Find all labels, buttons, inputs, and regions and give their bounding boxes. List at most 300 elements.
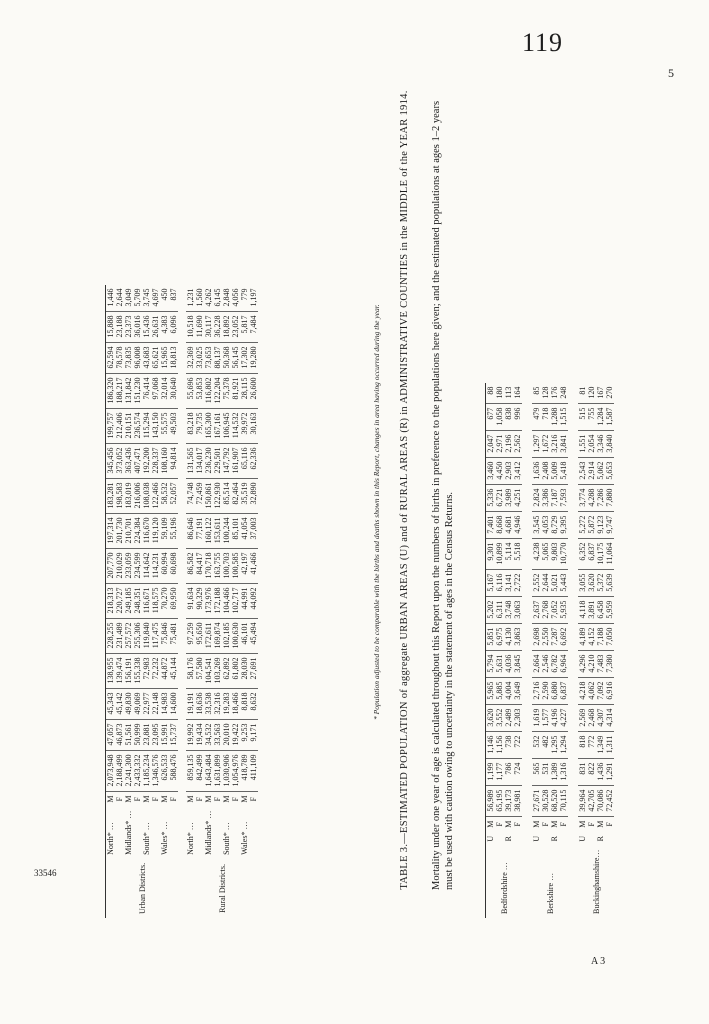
- table-cell: 5,872: [587, 511, 596, 538]
- table-cell: 14,600: [169, 688, 178, 719]
- table-cell: 2,303: [513, 704, 522, 731]
- table-cell: 85: [532, 383, 541, 404]
- table-cell: 165,300: [204, 408, 213, 443]
- table-cell: 2,768: [541, 596, 550, 623]
- area-type: [495, 832, 504, 846]
- sex-label: F: [495, 822, 504, 827]
- table-cell: 5,336: [486, 484, 496, 511]
- table-cell: 2,664: [532, 650, 541, 677]
- table-cell: 6,782: [550, 650, 559, 677]
- table-cell: 120: [587, 383, 596, 404]
- table-row: [169, 285, 178, 918]
- table-cell: 2,569: [578, 704, 587, 731]
- sex-label: F: [169, 796, 178, 802]
- table-cell: 7,187: [550, 484, 559, 511]
- table-cell: 176: [550, 383, 559, 404]
- table-cell: 5,631: [495, 650, 504, 677]
- area-type: [587, 832, 596, 846]
- table-cell: 58,176: [186, 653, 195, 688]
- table-cell: 147,792: [222, 443, 231, 478]
- area-name: Midlands* …: [124, 810, 133, 855]
- table-cell: 38,981: [513, 785, 522, 816]
- table-cell: 55,196: [169, 513, 178, 548]
- table-cell: 30,640: [169, 373, 178, 408]
- table-cell: 114,532: [231, 408, 240, 443]
- table-cell: 4,307: [596, 704, 605, 731]
- table-cell: 3,745: [142, 285, 151, 312]
- table-cell: 49,069: [133, 688, 142, 719]
- table-cell: 2,824: [532, 484, 541, 511]
- table-cell: 122,930: [213, 478, 222, 513]
- table-cell: 14,983: [160, 688, 169, 719]
- table-cell: 3,748: [504, 596, 513, 623]
- table-cell: 169,874: [213, 618, 222, 653]
- table-cell: 837: [169, 285, 178, 312]
- table-row: [142, 285, 151, 918]
- table-cell: 4,251: [513, 484, 522, 511]
- sex-label: M: [186, 795, 195, 803]
- sex-label: F: [513, 822, 522, 827]
- table-cell: 515: [578, 403, 587, 430]
- table-cell: 32,890: [249, 478, 258, 513]
- table-cell: 11,064: [605, 538, 614, 569]
- table-cell: 1,311: [605, 731, 614, 758]
- table-cell: 4,189: [578, 623, 587, 650]
- area-name: [231, 807, 240, 859]
- table-cell: 33,538: [204, 688, 213, 719]
- table-cell: 39,964: [578, 785, 587, 816]
- table-cell: 3,841: [559, 430, 568, 457]
- table-cell: 6,145: [213, 285, 222, 312]
- table-cell: 19,191: [186, 688, 195, 719]
- table-cell: 86,646: [186, 513, 195, 548]
- area-type: U: [486, 832, 496, 846]
- table-cell: 70,086: [596, 785, 605, 816]
- table-cell: 407,471: [133, 443, 142, 478]
- table-cell: 116,802: [204, 373, 213, 408]
- table-cell: 3,055: [578, 569, 587, 596]
- table-cell: 102,185: [222, 618, 231, 653]
- area-name: South* …: [142, 822, 151, 855]
- area-name: [151, 807, 160, 859]
- table-cell: 15,436: [142, 311, 151, 342]
- table-cell: 33,025: [195, 342, 204, 373]
- table-cell: 3,840: [605, 430, 614, 457]
- table-cell: 78,578: [115, 342, 124, 373]
- table-row: [532, 383, 541, 918]
- table-cell: 7,050: [605, 623, 614, 650]
- table-cell: 22,977: [142, 688, 151, 719]
- area-type: R: [504, 836, 513, 842]
- table-cell: 163,755: [213, 548, 222, 583]
- table-cell: 1,156: [495, 731, 504, 758]
- table-cell: 41,466: [249, 548, 258, 583]
- sex-label: M: [550, 820, 559, 828]
- table-row: [133, 285, 142, 918]
- table-cell: 5,065: [541, 538, 550, 569]
- county-name: Bedfordshire …: [486, 846, 523, 918]
- area-type: [541, 832, 550, 846]
- table-cell: 68,520: [550, 785, 559, 816]
- area-name: [195, 807, 204, 859]
- table-cell: 9,747: [605, 511, 614, 538]
- table-cell: 167: [596, 383, 605, 404]
- table-cell: 1,054,976: [231, 750, 240, 791]
- table-cell: 724: [513, 758, 522, 785]
- table-cell: 96,008: [133, 342, 142, 373]
- table-cell: 95,650: [195, 618, 204, 653]
- table-cell: 18,466: [231, 688, 240, 719]
- table-cell: 1,446: [106, 285, 116, 312]
- table-cell: 73,653: [204, 342, 213, 373]
- table-cell: 2,054: [587, 430, 596, 457]
- table-cell: 2,489: [504, 704, 513, 731]
- area-name: Wales* …: [240, 821, 249, 855]
- table-cell: 62,892: [222, 653, 231, 688]
- table-cell: 32,316: [213, 688, 222, 719]
- table-cell: 1,288: [550, 403, 559, 430]
- sex-label: F: [133, 796, 142, 802]
- table-cell: 82,464: [231, 478, 240, 513]
- table-cell: 180: [495, 383, 504, 404]
- table-cell: 7,188: [596, 623, 605, 650]
- sex-label: M: [204, 795, 213, 803]
- table-cell: 4,450: [495, 457, 504, 484]
- table-cell: 42,197: [240, 548, 249, 583]
- table-cell: 6,458: [596, 596, 605, 623]
- table-cell: 9,803: [550, 538, 559, 569]
- table-cell: 62,594: [106, 342, 116, 373]
- table-cell: 5,009: [550, 457, 559, 484]
- table-cell: 69,950: [169, 583, 178, 618]
- table-cell: 19,992: [186, 719, 195, 750]
- table-cell: 2,241,300: [124, 750, 133, 791]
- table-cell: 104,541: [204, 653, 213, 688]
- table-cell: 155,338: [133, 653, 142, 688]
- table-cell: 8,818: [240, 688, 249, 719]
- table-cell: 231,489: [115, 618, 124, 653]
- table-cell: 5,885: [495, 677, 504, 704]
- table-cell: 5,167: [486, 569, 496, 596]
- table-cell: 4,238: [532, 538, 541, 569]
- table-cell: 15,737: [169, 719, 178, 750]
- table-cell: 73,835: [124, 342, 133, 373]
- table-cell: 172,188: [213, 583, 222, 618]
- table-cell: 3,863: [513, 623, 522, 650]
- table-cell: 55,696: [186, 373, 195, 408]
- table-cell: 2,188,499: [115, 750, 124, 791]
- table-cell: 588,476: [169, 750, 178, 791]
- table-cell: 39,173: [504, 785, 513, 816]
- table-cell: 996: [513, 403, 522, 430]
- area-type: U: [532, 835, 541, 842]
- table-cell: 10,770: [559, 538, 568, 569]
- table-cell: 3,649: [513, 677, 522, 704]
- table-cell: 2,073,948: [106, 750, 116, 791]
- table-cell: 1,619: [532, 704, 541, 731]
- table-cell: 859,135: [186, 750, 195, 791]
- table-3-title: TABLE 3.—ESTIMATED POPULATION of aggregate URBAN AREAS (U) and of RURAL AREAS (R) in ADMINISTRATIVE COUNTIES in the MIDDLE of the YEAR 1914.: [399, 90, 410, 890]
- table-cell: 84,417: [195, 548, 204, 583]
- sex-label: F: [115, 796, 124, 802]
- table-cell: 7,286: [596, 484, 605, 511]
- table-cell: 2,546: [541, 650, 550, 677]
- table-cell: 4,056: [231, 285, 240, 312]
- table-row: [578, 383, 587, 918]
- table-cell: 32,369: [186, 342, 195, 373]
- table-cell: 4,062: [587, 677, 596, 704]
- table-cell: 3,386: [541, 484, 550, 511]
- table-cell: 11,690: [195, 311, 204, 342]
- table-cell: 100,703: [222, 548, 231, 583]
- table-cell: 4,288: [587, 484, 596, 511]
- table-cell: 58,532: [160, 478, 169, 513]
- table-cell: 114,231: [151, 548, 160, 583]
- table-cell: 97,259: [186, 618, 195, 653]
- table-cell: 9,395: [559, 511, 568, 538]
- table-cell: 55,575: [160, 408, 169, 443]
- sex-label: F: [249, 796, 258, 802]
- table-cell: 233,059: [124, 548, 133, 583]
- table-cell: 1,643,484: [204, 750, 213, 791]
- rotated-page-content: [20, 70, 680, 930]
- table-cell: 7,052: [550, 596, 559, 623]
- table-cell: 59,109: [160, 513, 169, 548]
- table-cell: 56,989: [486, 785, 496, 816]
- table-cell: 5,518: [513, 538, 522, 569]
- table-row: [213, 285, 222, 918]
- table-cell: 100,585: [231, 548, 240, 583]
- table-cell: 4,196: [550, 704, 559, 731]
- table-cell: 104,466: [222, 583, 231, 618]
- table-cell: 3,620: [587, 569, 596, 596]
- table-cell: 842,499: [195, 750, 204, 791]
- area-type: [559, 832, 568, 846]
- table-cell: 45,142: [115, 688, 124, 719]
- table-cell: 1,346,576: [151, 750, 160, 791]
- table-row: [115, 285, 124, 918]
- table-cell: 34,532: [204, 719, 213, 750]
- table-cell: 119,840: [142, 618, 151, 653]
- table-cell: 23,373: [124, 311, 133, 342]
- table-cell: 97,068: [151, 373, 160, 408]
- table-cell: 228,255: [106, 618, 116, 653]
- table-cell: 192,200: [142, 443, 151, 478]
- table-cell: 53,853: [195, 373, 204, 408]
- table-cell: 822: [587, 758, 596, 785]
- table-cell: 450: [160, 285, 169, 312]
- table-cell: 8,632: [249, 688, 258, 719]
- table-cell: 2,543: [578, 457, 587, 484]
- table-cell: 15,888: [106, 311, 116, 342]
- table-cell: 7,380: [605, 650, 614, 677]
- table-cell: 2,590: [541, 677, 550, 704]
- table-cell: 164: [513, 383, 522, 404]
- table-cell: 6,096: [169, 311, 178, 342]
- sex-label: F: [195, 796, 204, 802]
- area-name: [213, 807, 222, 859]
- table-cell: 1,587: [605, 403, 614, 430]
- table-cell: 2,468: [587, 704, 596, 731]
- table-cell: 1,389: [550, 758, 559, 785]
- table-cell: 2,644: [541, 569, 550, 596]
- table-row: [231, 285, 240, 918]
- table-cell: 4,383: [160, 311, 169, 342]
- table-cell: 61,802: [231, 653, 240, 688]
- table-cell: 23,095: [151, 719, 160, 750]
- table-cell: 6,880: [550, 677, 559, 704]
- table-cell: 7,092: [596, 677, 605, 704]
- table-cell: 786: [504, 758, 513, 785]
- table-cell: 9,253: [240, 719, 249, 750]
- table-cell: 6,352: [578, 538, 587, 569]
- table-cell: 39,972: [240, 408, 249, 443]
- table-cell: 6,721: [495, 484, 504, 511]
- table-cell: 1,058: [495, 403, 504, 430]
- table-cell: 1,316: [559, 758, 568, 785]
- signature-mark: A 3: [591, 956, 606, 967]
- table-cell: 4,262: [204, 285, 213, 312]
- table-cell: 5,114: [504, 538, 513, 569]
- table-cell: 4,118: [578, 596, 587, 623]
- sex-label: F: [231, 796, 240, 802]
- sex-label: F: [151, 796, 160, 802]
- table-cell: 249,185: [124, 583, 133, 618]
- table-row: [587, 383, 596, 918]
- table-cell: 5,965: [486, 677, 496, 704]
- table-cell: 18,892: [222, 311, 231, 342]
- sex-label: M: [596, 820, 605, 828]
- table-cell: 108,038: [142, 478, 151, 513]
- table-cell: 44,991: [240, 583, 249, 618]
- table-cell: 418,789: [240, 750, 249, 791]
- table-cell: 1,631,899: [213, 750, 222, 791]
- table-cell: 2,552: [532, 569, 541, 596]
- county-name: Buckinghamshire…: [591, 849, 601, 914]
- sex-label: M: [240, 795, 249, 803]
- table-cell: 7,483: [596, 650, 605, 677]
- table-cell: 212,406: [115, 408, 124, 443]
- table-cell: 1,291: [605, 758, 614, 785]
- table-cell: 4,296: [578, 650, 587, 677]
- table-cell: 65,116: [240, 443, 249, 478]
- table-cell: 677: [486, 403, 496, 430]
- area-name: Wales* …: [160, 821, 169, 855]
- table-cell: 199,757: [106, 408, 116, 443]
- table-cell: 62,336: [249, 443, 258, 478]
- table-cell: 122,466: [151, 478, 160, 513]
- table-cell: 15,991: [160, 719, 169, 750]
- county-name: Berkshire …: [545, 872, 555, 914]
- table-cell: 60,994: [160, 548, 169, 583]
- table-cell: 482: [541, 731, 550, 758]
- table-cell: 128: [541, 383, 550, 404]
- table-cell: 19,283: [222, 688, 231, 719]
- table-cell: 6,964: [559, 650, 568, 677]
- table-cell: 10,175: [596, 538, 605, 569]
- area-name: [133, 807, 142, 859]
- table-cell: 198,583: [115, 478, 124, 513]
- table-cell: 119,120: [151, 513, 160, 548]
- table-cell: 1,177: [495, 758, 504, 785]
- table-cell: 50,368: [222, 342, 231, 373]
- table-cell: 5,202: [486, 596, 496, 623]
- table-cell: 116,671: [142, 583, 151, 618]
- table-cell: 88: [486, 383, 496, 404]
- table-cell: 4,946: [513, 511, 522, 538]
- table-cell: 47,057: [106, 719, 116, 750]
- table-row: [486, 383, 496, 918]
- table-cell: 5,639: [605, 569, 614, 596]
- table-cell: 5,959: [605, 596, 614, 623]
- table-cell: 113: [504, 383, 513, 404]
- table-cell: 1,672: [541, 430, 550, 457]
- table-cell: 32,014: [160, 373, 169, 408]
- table-cell: 7,593: [559, 484, 568, 511]
- table-cell: 1,294: [559, 731, 568, 758]
- table-cell: 3,552: [495, 704, 504, 731]
- table-cell: 79,735: [195, 408, 204, 443]
- table-cell: 6,692: [559, 623, 568, 650]
- table-cell: 216,006: [133, 478, 142, 513]
- table-cell: 52,057: [169, 478, 178, 513]
- table-cell: 35,519: [240, 478, 249, 513]
- table-cell: 270: [605, 383, 614, 404]
- table-cell: 201,730: [115, 513, 124, 548]
- table-row: [249, 285, 258, 918]
- sheet-number: 5: [668, 66, 674, 80]
- table-cell: 23,188: [115, 311, 124, 342]
- table-cell: 1,349: [596, 731, 605, 758]
- table-cell: 10,518: [186, 311, 195, 342]
- table-cell: 122,204: [213, 373, 222, 408]
- table-cell: 74,748: [186, 478, 195, 513]
- table-cell: 72,452: [605, 785, 614, 816]
- table-cell: 41,054: [240, 513, 249, 548]
- table-cell: 722: [513, 731, 522, 758]
- table-cell: 27,691: [249, 653, 258, 688]
- table-cell: 7,484: [249, 311, 258, 342]
- table-3: [485, 383, 614, 918]
- table-cell: 2,722: [513, 569, 522, 596]
- area-name: [115, 807, 124, 859]
- table-cell: 106,945: [222, 408, 231, 443]
- table-cell: 236,230: [204, 443, 213, 478]
- table-cell: 153,611: [213, 513, 222, 548]
- area-name: North* …: [186, 822, 195, 855]
- table-cell: 60,698: [169, 548, 178, 583]
- table-cell: 2,433,332: [133, 750, 142, 791]
- table-cell: 4,227: [559, 704, 568, 731]
- table-cell: 5,653: [605, 457, 614, 484]
- sex-label: M: [578, 820, 587, 828]
- table-cell: 1,284: [596, 403, 605, 430]
- table-cell: 75,481: [169, 618, 178, 653]
- table-cell: 44,872: [160, 653, 169, 688]
- table-cell: 43,683: [142, 342, 151, 373]
- table-cell: 10,899: [495, 538, 504, 569]
- area-name: [169, 807, 178, 859]
- area-type: [513, 832, 522, 846]
- table-cell: 5,418: [559, 457, 568, 484]
- table-cell: 81: [578, 383, 587, 404]
- table-cell: 531: [541, 758, 550, 785]
- table-cell: 9,301: [486, 538, 496, 569]
- table-cell: 3,460: [486, 457, 496, 484]
- table-cell: 150,861: [204, 478, 213, 513]
- table-cell: 173,976: [204, 583, 213, 618]
- table-cell: 257,572: [124, 618, 133, 653]
